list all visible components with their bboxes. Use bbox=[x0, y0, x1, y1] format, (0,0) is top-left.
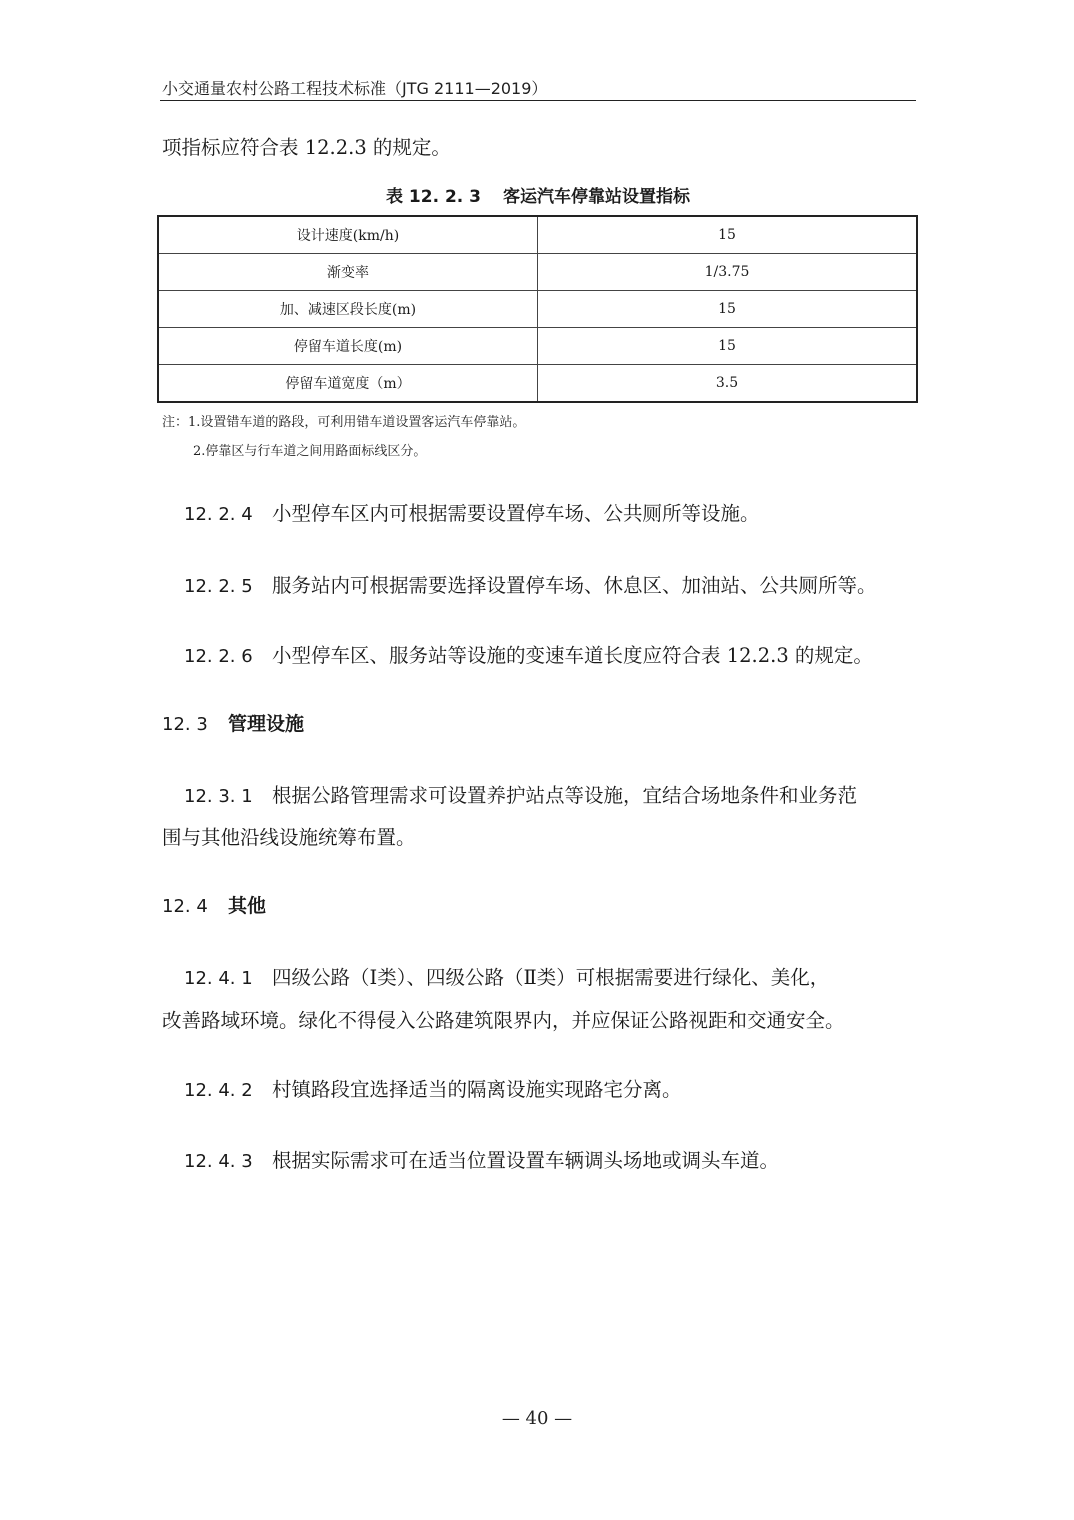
clause-12-2-6 bbox=[184, 640, 873, 668]
clause-text: 根据公路管理需求可设置养护站点等设施，宜结合场地条件和业务范 bbox=[272, 784, 858, 807]
clause-number: 12. 4. 3 bbox=[184, 1151, 253, 1172]
row-value: 15 bbox=[538, 291, 918, 328]
header-rule bbox=[160, 100, 916, 101]
row-label: 设计速度(km/h) bbox=[158, 216, 538, 254]
table-caption bbox=[160, 182, 916, 207]
section-heading-12-3 bbox=[162, 709, 304, 736]
clause-12-4-1 bbox=[184, 962, 829, 990]
clause-text: 根据实际需求可在适当位置设置车辆调头场地或调头车道。 bbox=[272, 1149, 780, 1172]
row-label: 停留车道长度(m) bbox=[158, 328, 538, 365]
clause-number: 12. 2. 6 bbox=[184, 646, 253, 667]
clause-12-3-1 bbox=[184, 780, 857, 808]
table-row bbox=[158, 216, 917, 254]
section-number: 12. 3 bbox=[162, 714, 208, 735]
table-row bbox=[158, 365, 917, 403]
clause-number: 12. 2. 5 bbox=[184, 576, 253, 597]
section-heading-12-4 bbox=[162, 891, 266, 918]
page-number: — 40 — bbox=[501, 1408, 573, 1429]
clause-12-4-1-cont: 改善路域环境。绿化不得侵入公路建筑限界内，并应保证公路视距和交通安全。 bbox=[162, 1009, 845, 1032]
clause-number: 12. 3. 1 bbox=[184, 786, 253, 807]
table-caption-number: 表 12. 2. 3 bbox=[386, 187, 481, 207]
clause-12-2-4 bbox=[184, 498, 760, 526]
bus-stop-spec-table bbox=[157, 215, 918, 403]
row-label: 加、减速区段长度(m) bbox=[158, 291, 538, 328]
table-caption-title: 客运汽车停靠站设置指标 bbox=[503, 187, 690, 207]
table-note-2: 2.停靠区与行车道之间用路面标线区分。 bbox=[193, 444, 427, 459]
intro-line: 项指标应符合表 12.2.3 的规定。 bbox=[162, 136, 451, 159]
clause-12-3-1-cont: 围与其他沿线设施统筹布置。 bbox=[162, 826, 416, 849]
clause-12-4-3 bbox=[184, 1145, 779, 1173]
table-note-1: 注：1.设置错车道的路段，可利用错车道设置客运汽车停靠站。 bbox=[162, 415, 526, 430]
row-value: 15 bbox=[538, 328, 918, 365]
row-label: 渐变率 bbox=[158, 254, 538, 291]
clause-text: 服务站内可根据需要选择设置停车场、休息区、加油站、公共厕所等。 bbox=[272, 574, 877, 597]
clause-number: 12. 4. 2 bbox=[184, 1080, 253, 1101]
clause-number: 12. 2. 4 bbox=[184, 504, 253, 525]
clause-text: 小型停车区、服务站等设施的变速车道长度应符合表 12.2.3 的规定。 bbox=[272, 644, 873, 667]
row-value: 3.5 bbox=[538, 365, 918, 403]
section-title: 其他 bbox=[228, 895, 267, 917]
running-header: 小交通量农村公路工程技术标准（JTG 2111—2019） bbox=[162, 79, 548, 98]
table-row bbox=[158, 328, 917, 365]
clause-12-2-5 bbox=[184, 570, 877, 598]
row-value: 1/3.75 bbox=[538, 254, 918, 291]
row-label: 停留车道宽度（m） bbox=[158, 365, 538, 403]
clause-number: 12. 4. 1 bbox=[184, 968, 253, 989]
section-number: 12. 4 bbox=[162, 896, 208, 917]
clause-12-4-2 bbox=[184, 1074, 682, 1102]
section-title: 管理设施 bbox=[228, 713, 305, 735]
clause-text: 小型停车区内可根据需要设置停车场、公共厕所等设施。 bbox=[272, 502, 760, 525]
table-row bbox=[158, 254, 917, 291]
row-value: 15 bbox=[538, 216, 918, 254]
table-row bbox=[158, 291, 917, 328]
clause-text: 村镇路段宜选择适当的隔离设施实现路宅分离。 bbox=[272, 1078, 682, 1101]
clause-text: 四级公路（Ⅰ类）、四级公路（Ⅱ类）可根据需要进行绿化、美化， bbox=[272, 966, 830, 989]
